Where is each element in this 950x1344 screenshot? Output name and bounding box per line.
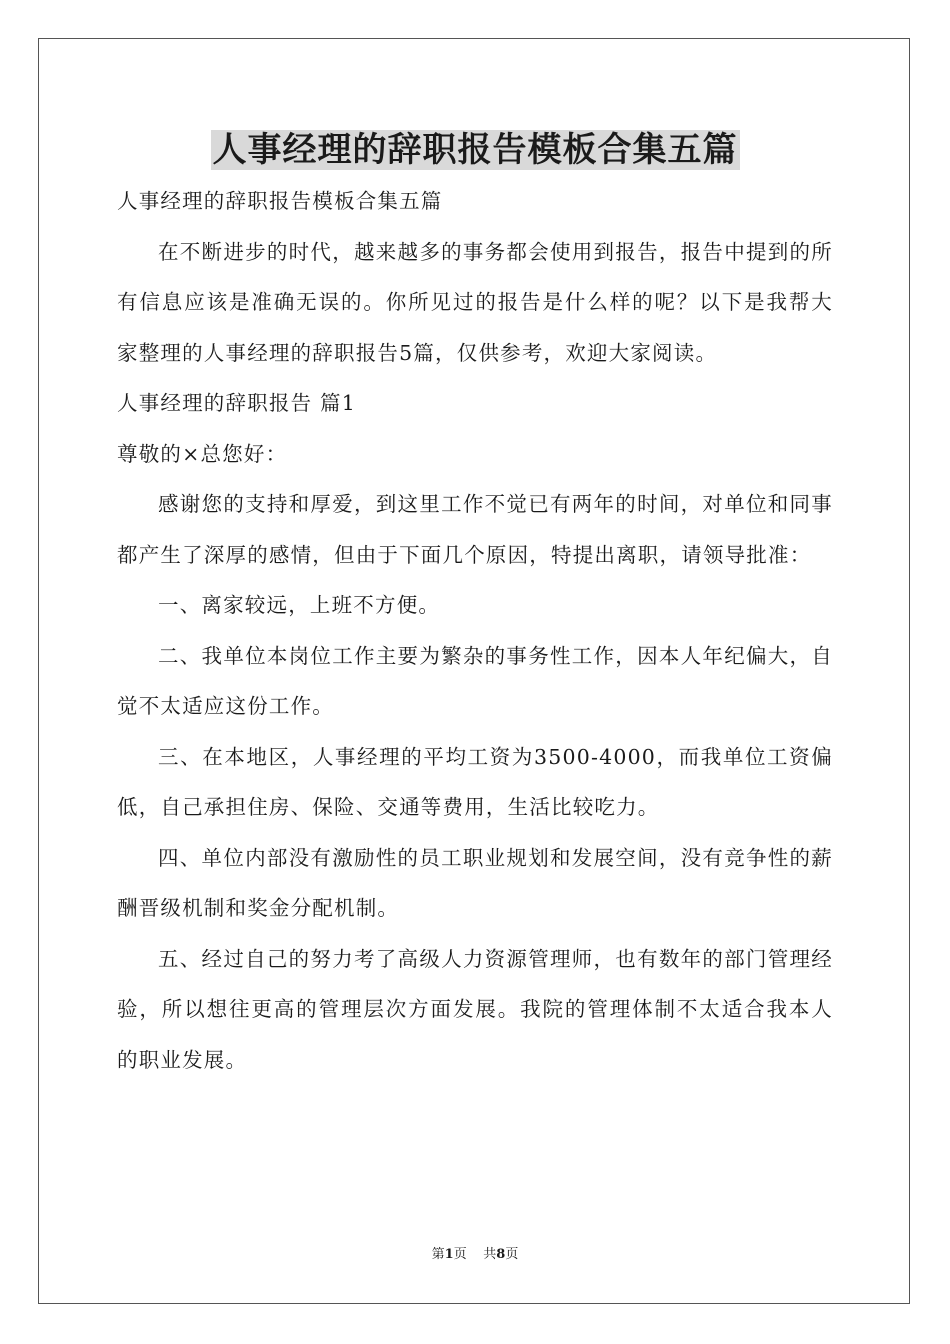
reason-item-1: 一、离家较远，上班不方便。 <box>158 593 441 617</box>
reason-item-4: 四、单位内部没有激励性的员工职业规划和发展空间，没有竞争性的薪酬晋级机制和奖金分配机制。 <box>117 845 833 920</box>
salutation: 尊敬的×总您好： <box>117 441 288 466</box>
reason-item-5: 五、经过自己的努力考了高级人力资源管理师，也有数年的部门管理经验，所以想往更高的管理层次方面发展。我院的管理体制不太适合我本人的职业发展。 <box>117 946 833 1072</box>
page-prefix: 第 <box>431 1247 445 1262</box>
section-heading: 人事经理的辞职报告 篇1 <box>117 391 356 415</box>
reason-item-2: 二、我单位本岗位工作主要为繁杂的事务性工作，因本人年纪偏大，自觉不太适应这份工作。 <box>117 643 833 718</box>
document-title <box>0 128 950 172</box>
document-body <box>117 176 833 1085</box>
total-prefix: 共 <box>483 1247 497 1262</box>
page-footer <box>0 1246 950 1264</box>
page-total: 8 <box>496 1247 506 1262</box>
subtitle-line: 人事经理的辞职报告模板合集五篇 <box>117 189 443 213</box>
page-current: 1 <box>444 1247 454 1262</box>
body-paragraph: 感谢您的支持和厚爱，到这里工作不觉已有两年的时间，对单位和同事都产生了深厚的感情，但由于下面几个原因，特提出离职，请领导批准： <box>117 492 833 567</box>
intro-paragraph: 在不断进步的时代，越来越多的事务都会使用到报告，报告中提到的所有信息应该是准确无误的。你所见过的报告是什么样的呢？以下是我帮大家整理的人事经理的辞职报告5篇，仅供参考，欢迎大家阅读。 <box>117 239 833 365</box>
reason-item-3: 三、在本地区，人事经理的平均工资为3500-4000，而我单位工资偏低，自己承担住房、保险、交通等费用，生活比较吃力。 <box>117 744 833 819</box>
document-title-text: 人事经理的辞职报告模板合集五篇 <box>212 130 738 170</box>
total-suffix: 页 <box>505 1247 519 1262</box>
page-suffix: 页 <box>453 1247 467 1262</box>
